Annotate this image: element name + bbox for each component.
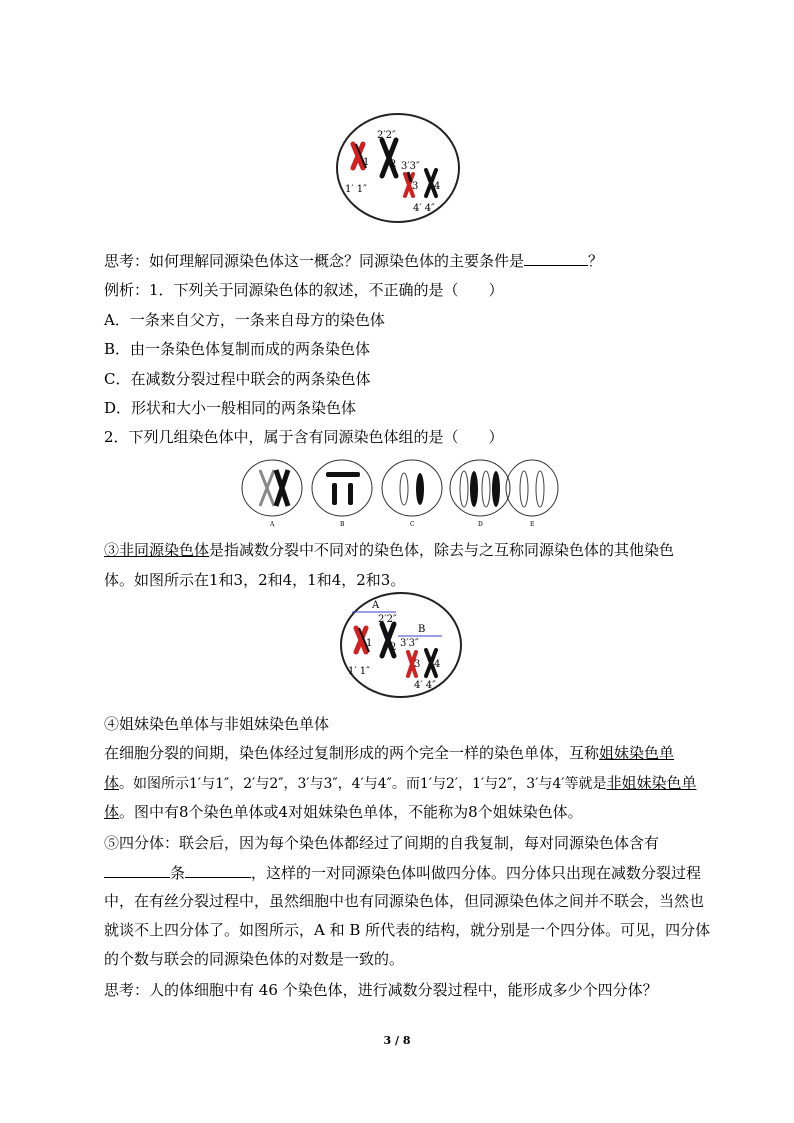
sister-line-1 xyxy=(104,743,674,763)
fig1-label-4: 4 xyxy=(434,181,441,192)
answer-blank xyxy=(524,250,588,266)
tetrad-line-3: 中，在有丝分裂过程中，虽然细胞中也有同源染色体，但同源染色体之间并不联会，当然也 xyxy=(104,892,705,910)
fig3-label-1p1pp: 1′ 1″ xyxy=(348,666,370,677)
fig3-label-a: A xyxy=(372,600,380,611)
sister-heading: ④姐妹染色单体与非姐妹染色单体 xyxy=(104,715,330,733)
sister-text-3: 。图中有8个染色单体或4对姐妹染色单体，不能称为8个姐妹染色体。 xyxy=(119,803,583,821)
nonhomologous-term: ③非同源染色体 xyxy=(104,541,210,559)
fig1-label-3p3pp: 3′3″ xyxy=(401,161,420,172)
tetrad-text-2: ，这样的一对同源染色体叫做四分体。四分体只出现在减数分裂过程 xyxy=(251,864,702,882)
cell-b xyxy=(312,460,372,516)
fig1-label-4p4pp: 4′ 4″ xyxy=(413,203,435,214)
fig3-label-2: 2 xyxy=(390,642,397,653)
tetrad-blank-1 xyxy=(104,862,170,878)
fig1-label-2p2pp: 2′2″ xyxy=(377,130,396,141)
chromosome-groups-figure xyxy=(240,458,560,532)
chromosome-cell-figure-1 xyxy=(333,112,463,224)
option-c: C．在减数分裂过程中联会的两条染色体 xyxy=(104,370,371,388)
sister-text-2: 。如图所示1′与1″，2′与2″，3′与3″，4′与4″。而1′与2′，1′与2″，3′与4′等就是 xyxy=(119,776,607,792)
fig3-label-4: 4 xyxy=(434,659,441,670)
sister-term: 姐妹染色单 xyxy=(599,744,675,762)
tetrad-unit: 条 xyxy=(170,864,186,882)
chromosome-2 xyxy=(382,140,396,176)
non-sister-term: 非姐妹染色单 xyxy=(606,774,697,792)
example-intro: 例析：1．下列关于同源染色体的叙述，不正确的是（ ） xyxy=(104,281,504,299)
sister-line-2 xyxy=(104,773,697,794)
tetrad-line-5: 的个数与联会的同源染色体的对数是一致的。 xyxy=(104,950,405,968)
tetrad-line-1: ⑤四分体：联会后，因为每个染色体都经过了间期的自我复制，每对同源染色体含有 xyxy=(104,834,660,852)
non-sister-term-end: 体 xyxy=(104,803,120,821)
page-number: 3 / 8 xyxy=(383,1034,411,1047)
chromosome-cell-figure-2 xyxy=(338,590,464,700)
cell-c xyxy=(382,460,442,516)
fig2-label-b: B xyxy=(340,521,345,528)
fig3-label-1: 1 xyxy=(366,638,373,649)
fig1-label-2: 2 xyxy=(390,159,397,170)
nonhomologous-def: 是指减数分裂中不同对的染色体，除去与之互称同源染色体的其他染色 xyxy=(209,541,675,559)
fig1-label-1: 1 xyxy=(363,157,370,168)
sister-term-end: 体 xyxy=(104,774,120,792)
sister-line-3 xyxy=(104,802,583,822)
tetrad-line-2 xyxy=(104,862,701,883)
fig2-label-e: E xyxy=(530,521,535,528)
sister-text-1: 在细胞分裂的间期，染色体经过复制形成的两个完全一样的染色单体，互称 xyxy=(104,744,600,762)
cell-e xyxy=(506,460,558,516)
option-d: D．形状和大小一般相同的两条染色体 xyxy=(104,399,357,417)
tetrad-blank-2 xyxy=(185,862,251,878)
think-question-2: 思考：人的体细胞中有 46 个染色体，进行减数分裂过程中，能形成多少个四分体？ xyxy=(104,981,658,999)
think-question-1-end: ？ xyxy=(588,252,604,270)
fig3-label-3p3pp: 3′3″ xyxy=(400,638,419,649)
cell-a xyxy=(242,460,302,516)
fig3-label-3: 3 xyxy=(414,659,421,670)
tetrad-line-4: 就谈不上四分体了。如图所示，A 和 B 所代表的结构，就分别是一个四分体。可见，四分体 xyxy=(104,921,711,939)
fig3-label-2p2pp: 2′2″ xyxy=(378,614,397,625)
nonhomologous-line-1 xyxy=(104,540,674,560)
example-question-2: 2．下列几组染色体中，属于含有同源染色体组的是（ ） xyxy=(104,428,504,446)
nonhomologous-line-2: 体。如图所示在1和3，2和4，1和4，2和3。 xyxy=(104,571,406,589)
fig2-label-a: A xyxy=(270,521,275,528)
think-question-1 xyxy=(104,250,603,271)
option-b: B．由一条染色体复制而成的两条染色体 xyxy=(104,340,371,358)
fig3-label-4p4pp: 4′ 4″ xyxy=(414,680,436,691)
option-a: A．一条来自父方，一条来自母方的染色体 xyxy=(104,311,385,329)
fig1-label-1p1pp: 1′ 1″ xyxy=(345,184,367,195)
think-question-1-text: 思考：如何理解同源染色体这一概念？同源染色体的主要条件是 xyxy=(104,252,525,270)
fig1-label-3: 3 xyxy=(412,181,419,192)
fig3-label-b: B xyxy=(418,624,426,635)
fig2-label-d: D xyxy=(478,521,483,528)
cell-d xyxy=(450,460,510,516)
fig2-label-c: C xyxy=(410,521,415,528)
